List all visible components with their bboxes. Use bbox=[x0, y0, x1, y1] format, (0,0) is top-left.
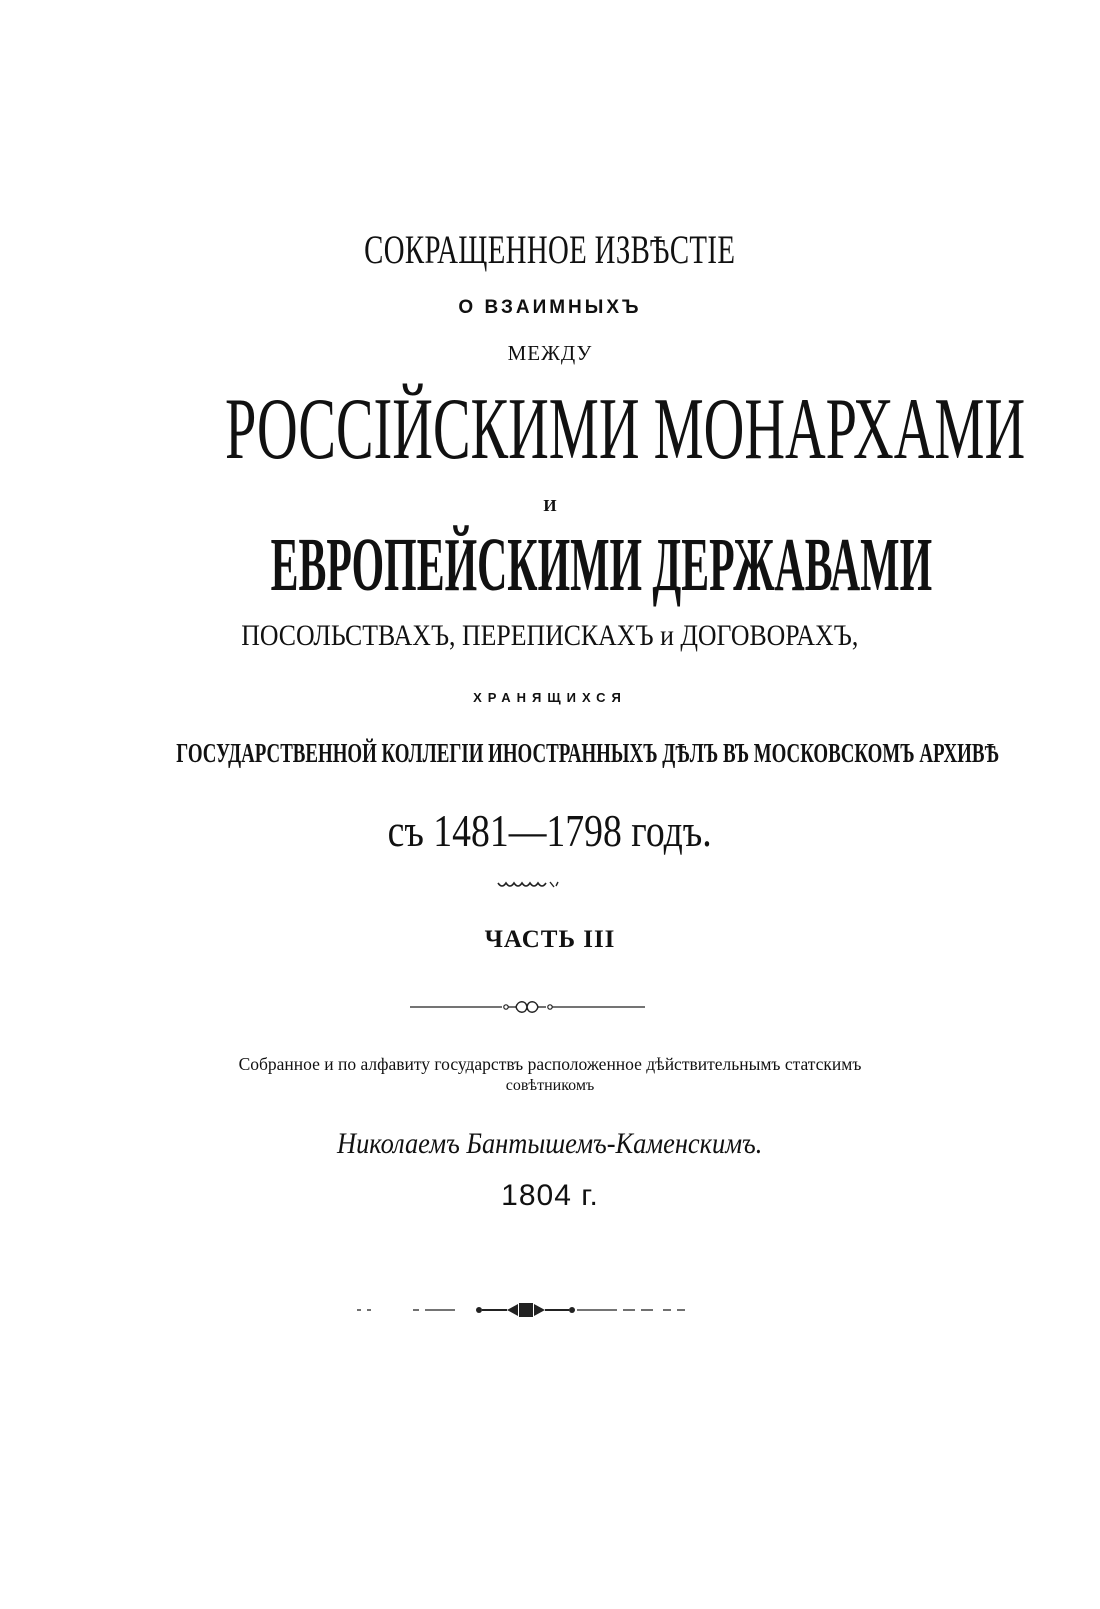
title-line-kept: ХРАНЯЩИХСЯ bbox=[473, 690, 627, 705]
title-line-european-powers: ЕВРОПЕЙСКИМИ ДЕРЖАВАМИ bbox=[270, 523, 933, 607]
compiler-line-2: совѣтникомъ bbox=[505, 1077, 595, 1094]
publication-year: 1804 г. bbox=[501, 1179, 599, 1212]
compiler-line-1: Собранное и по алфавиту государствъ расположенное дѣйствительнымъ статскимъ bbox=[238, 1054, 862, 1074]
title-line-between: МЕЖДУ bbox=[507, 341, 593, 365]
title-line-years: съ 1481—1798 годъ. bbox=[387, 805, 713, 856]
title-line-archive: ГОСУДАРСТВЕННОЙ КОЛЛЕГІИ ИНОСТРАННЫХЪ ДѢЛЪ ВЪ МОСКОВСКОМЪ АРХИВѢ bbox=[176, 738, 999, 768]
knot-divider-icon bbox=[410, 997, 645, 1017]
title-line-embassies: ПОСОЛЬСТВАХЪ, ПЕРЕПИСКАХЪ и ДОГОВОРАХЪ, bbox=[241, 619, 859, 652]
title-line-russian-monarchs: РОССІЙСКИМИ МОНАРХАМИ bbox=[225, 381, 1026, 478]
title-line-short-account: СОКРАЩЕННОЕ ИЗВѢСТІЕ bbox=[364, 227, 736, 272]
part-number: ЧАСТЬ III bbox=[484, 926, 616, 953]
author-name: Николаемъ Бантышемъ-Каменскимъ. bbox=[337, 1127, 763, 1160]
title-line-mutual: О ВЗАИМНЫХЪ bbox=[458, 297, 642, 318]
tilde-flourish-icon bbox=[496, 878, 566, 892]
dotted-ornamental-rule-icon bbox=[355, 1300, 695, 1320]
title-line-and: И bbox=[543, 496, 557, 515]
